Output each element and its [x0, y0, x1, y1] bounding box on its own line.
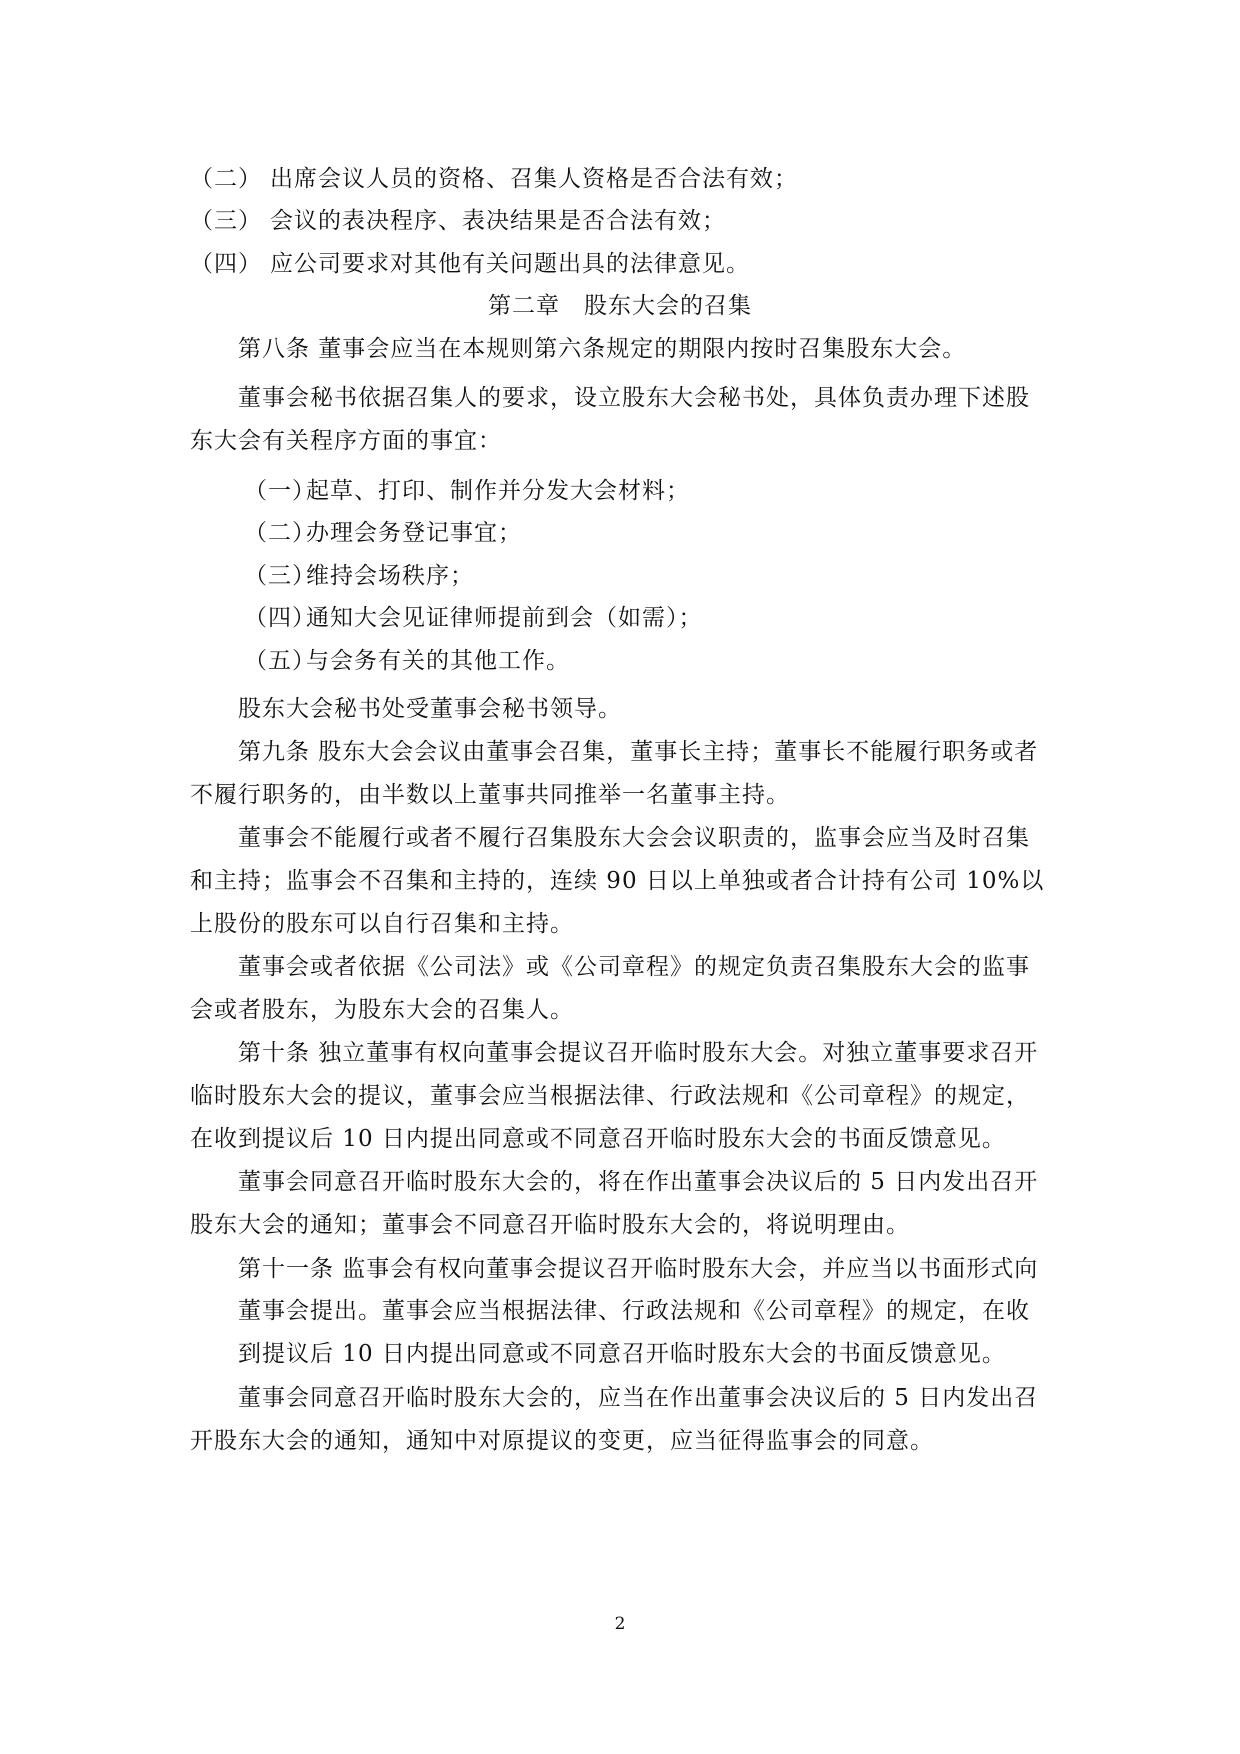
article-10-line3: 在收到提议后 10 日内提出同意或不同意召开临时股东大会的书面反馈意见。	[190, 1126, 1006, 1152]
article-9-para3-line2: 会或者股东，为股东大会的召集人。	[190, 997, 574, 1023]
article-9-para2-line2: 和主持；监事会不召集和主持的，连续 90 日以上单独或者合计持有公司 10%以	[190, 868, 1045, 894]
page-number: 2	[614, 1614, 626, 1634]
article-11-para2-line1: 董事会同意召开临时股东大会的，应当在作出董事会决议后的 5 日内发出召	[238, 1385, 1039, 1411]
list-text: 起草、打印、制作并分发大会材料；	[306, 478, 690, 504]
list-text: 与会务有关的其他工作。	[306, 648, 570, 674]
article-9-line2: 不履行职务的，由半数以上董事共同推举一名董事主持。	[190, 782, 790, 808]
list-text: 通知大会见证律师提前到会（如需）；	[306, 605, 703, 631]
list-text: 应公司要求对其他有关问题出具的法律意见。	[270, 251, 750, 277]
article-8-para2-line2: 东大会有关程序方面的事宜：	[190, 428, 502, 454]
list-text: 维持会场秩序；	[306, 563, 474, 589]
list-item	[244, 561, 474, 591]
list-item	[244, 476, 690, 506]
article-10-para2-line2: 股东大会的通知；董事会不同意召开临时股东大会的，将说明理由。	[190, 1212, 910, 1238]
list-item	[190, 164, 798, 194]
list-index: （三）	[244, 563, 316, 589]
list-index: （三）	[190, 208, 262, 234]
article-11-line2: 董事会提出。董事会应当根据法律、行政法规和《公司章程》的规定，在收	[238, 1298, 1030, 1324]
list-item	[244, 646, 570, 676]
list-item	[244, 603, 703, 633]
article-9-para2-line3: 上股份的股东可以自行召集和主持。	[190, 911, 574, 937]
list-index: （二）	[190, 166, 262, 192]
chapter-title: 第二章 股东大会的召集	[488, 293, 752, 319]
list-index: （二）	[244, 520, 316, 546]
list-index: （四）	[244, 605, 316, 631]
article-8-para2-line1: 董事会秘书依据召集人的要求，设立股东大会秘书处，具体负责办理下述股	[238, 385, 1030, 411]
article-11-line3: 到提议后 10 日内提出同意或不同意召开临时股东大会的书面反馈意见。	[238, 1341, 1006, 1367]
article-11-para2-line2: 开股东大会的通知，通知中对原提议的变更，应当征得监事会的同意。	[190, 1428, 934, 1454]
article-9-para2-line1: 董事会不能履行或者不履行召集股东大会会议职责的，监事会应当及时召集	[238, 825, 1030, 851]
article-8: 第八条 董事会应当在本规则第六条规定的期限内按时召集股东大会。	[238, 336, 967, 362]
article-8-para3: 股东大会秘书处受董事会秘书领导。	[238, 696, 622, 722]
list-item	[190, 206, 726, 236]
article-10-line2: 临时股东大会的提议，董事会应当根据法律、行政法规和《公司章程》的规定，	[190, 1083, 1030, 1109]
article-10-line1: 第十条 独立董事有权向董事会提议召开临时股东大会。对独立董事要求召开	[238, 1040, 1039, 1066]
list-item	[244, 518, 522, 548]
article-9-line1: 第九条 股东大会会议由董事会召集，董事长主持；董事长不能履行职务或者	[238, 739, 1039, 765]
list-text: 出席会议人员的资格、召集人资格是否合法有效；	[270, 166, 798, 192]
list-text: 会议的表决程序、表决结果是否合法有效；	[270, 208, 726, 234]
list-index: （五）	[244, 648, 316, 674]
article-10-para2-line1: 董事会同意召开临时股东大会的，将在作出董事会决议后的 5 日内发出召开	[238, 1169, 1039, 1195]
list-index: （四）	[190, 251, 262, 277]
list-item	[190, 249, 750, 279]
article-11-line1: 第十一条 监事会有权向董事会提议召开临时股东大会，并应当以书面形式向	[238, 1256, 1039, 1282]
list-index: （一）	[244, 478, 316, 504]
list-text: 办理会务登记事宜；	[306, 520, 522, 546]
article-9-para3-line1: 董事会或者依据《公司法》或《公司章程》的规定负责召集股东大会的监事	[238, 954, 1030, 980]
